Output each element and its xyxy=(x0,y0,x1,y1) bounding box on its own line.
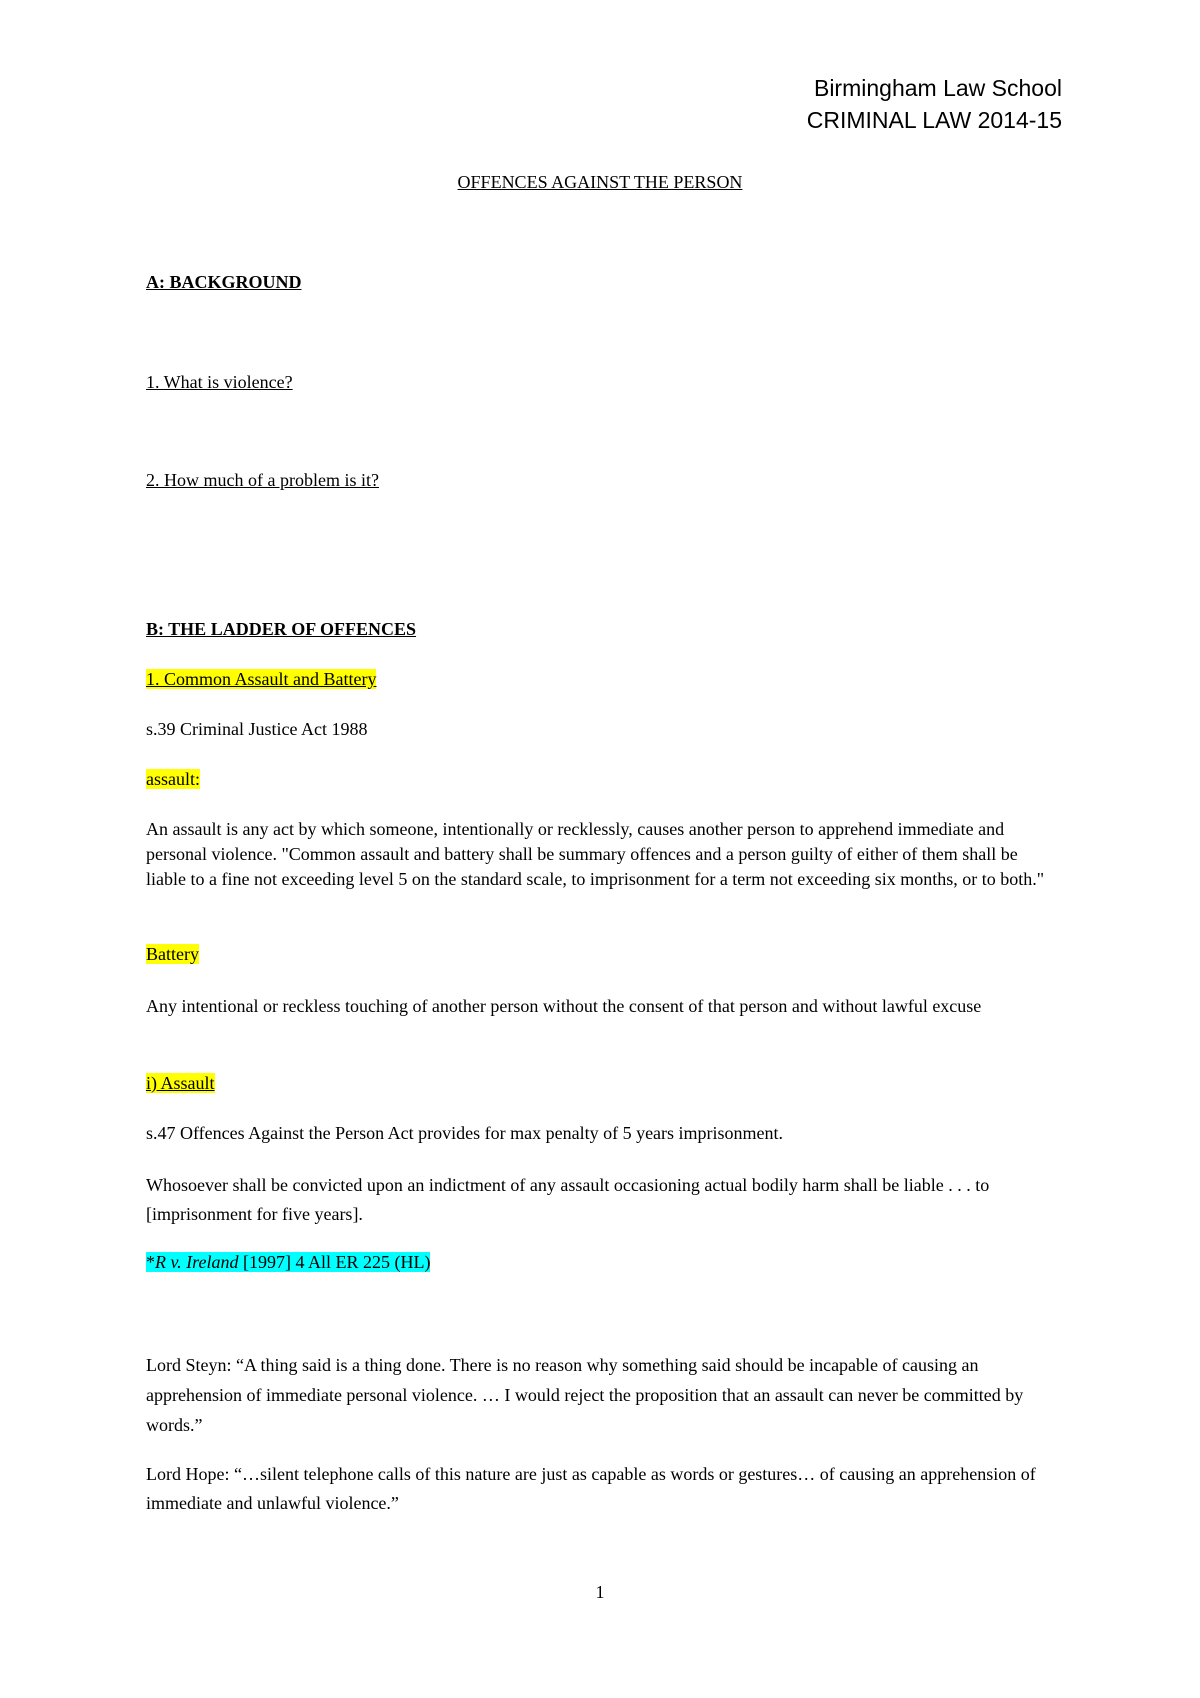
case-name: R v. Ireland xyxy=(155,1252,239,1272)
question-violence-line xyxy=(146,370,1060,395)
assault-label-line xyxy=(146,767,1060,792)
section-b-heading: B: THE LADDER OF OFFENCES xyxy=(146,619,417,639)
header-course: CRIMINAL LAW 2014-15 xyxy=(806,107,1062,133)
section-a-heading: A: BACKGROUND xyxy=(146,272,302,292)
battery-label: Battery xyxy=(146,944,199,964)
quote-lord-steyn: Lord Steyn: “A thing said is a thing done. There is no reason why something said should be incapable of causing an apprehension of immediate personal violence. … I would reject the proposition that an assault can never be committed by words.” xyxy=(146,1355,1024,1435)
battery-label-line xyxy=(146,942,1060,967)
assault-label: assault: xyxy=(146,769,200,789)
subheading-common-assault-line xyxy=(146,667,1060,692)
statute-cja-1988: s.39 Criminal Justice Act 1988 xyxy=(146,719,368,739)
statute-oapa-text: Whosoever shall be convicted upon an indictment of any assault occasioning actual bodily harm shall be liable . . . to [imprisonment for five years]. xyxy=(146,1175,990,1224)
subheading-assault: i) Assault xyxy=(146,1073,215,1093)
subheading-assault-line xyxy=(146,1071,1060,1096)
document-header xyxy=(807,72,1062,136)
page-number: 1 xyxy=(595,1582,605,1602)
question-violence: 1. What is violence? xyxy=(146,372,293,392)
case-r-v-ireland xyxy=(146,1252,430,1272)
assault-definition: An assault is any act by which someone, intentionally or recklessly, causes another person to apprehend immediate and personal violence. "Common assault and battery shall be summary offences and a person guilty of either of them shall be liable to a fine not exceeding level 5 on the standard scale, to imprisonment for a term not exceeding six months, or to both." xyxy=(146,819,1045,889)
subheading-common-assault: 1. Common Assault and Battery xyxy=(146,669,377,689)
battery-definition: Any intentional or reckless touching of another person without the consent of that person and without lawful excuse xyxy=(146,996,982,1016)
header-school: Birmingham Law School xyxy=(813,75,1062,101)
document-title: OFFENCES AGAINST THE PERSON xyxy=(457,172,743,192)
quote-lord-hope: Lord Hope: “…silent telephone calls of this nature are just as capable as words or gestures… of causing an apprehension of immediate and unlawful violence.” xyxy=(146,1464,1036,1513)
case-citation: [1997] 4 All ER 225 (HL) xyxy=(238,1252,431,1272)
question-problem: 2. How much of a problem is it? xyxy=(146,470,379,490)
statute-oapa-s47: s.47 Offences Against the Person Act provides for max penalty of 5 years imprisonment. xyxy=(146,1123,784,1143)
question-problem-line xyxy=(146,468,1060,493)
case-star: * xyxy=(146,1252,155,1272)
case-r-v-ireland-line xyxy=(146,1250,1060,1275)
